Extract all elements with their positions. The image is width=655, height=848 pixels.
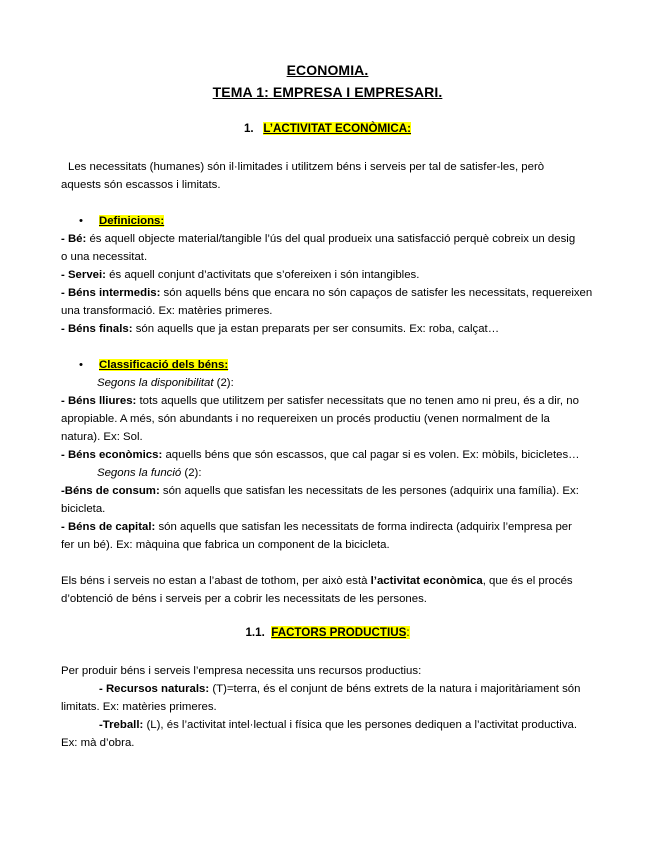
- sub1-count: (2):: [213, 377, 234, 389]
- classification-sub1: [97, 374, 637, 392]
- definitions-heading-text: Definicions:: [99, 215, 165, 227]
- def-intermedis-line2: una transformació. Ex: matèries primeres.: [61, 305, 273, 317]
- bullet-dot-icon: •: [79, 215, 83, 227]
- def-be-term: - Bé:: [61, 233, 87, 245]
- classification-heading-text: Classificació dels béns:: [99, 359, 229, 371]
- section11-heading: [0, 626, 655, 639]
- capital-line1: [61, 518, 601, 536]
- classification-sub2: [97, 464, 637, 482]
- consum-line1: [61, 482, 601, 500]
- def-intermedis-text: són aquells béns que encara no són capaços de satisfer les necessitats, requereixen: [160, 287, 593, 299]
- capital-line2: fer un bé). Ex: màquina que fabrica un component de la bicicleta.: [61, 539, 390, 551]
- bullet-dot-icon: •: [79, 359, 83, 371]
- treball-term: -Treball:: [99, 719, 144, 731]
- def-intermedis-term: - Béns intermedis:: [61, 287, 161, 299]
- def-intermedis-line1: [61, 284, 601, 302]
- classification-heading: [99, 356, 639, 374]
- def-servei-text: és aquell conjunt d’activitats que s’ofereixen i són intangibles.: [105, 269, 420, 281]
- sub2-label: Segons la funció: [97, 467, 182, 479]
- factors-intro: Per produir béns i serveis l’empresa necessita uns recursos productius:: [61, 665, 422, 677]
- activity-text-c: , que és el procés: [482, 575, 573, 587]
- def-be-text: és aquell objecte material/tangible l’ús del qual produeix una satisfacció perquè cobreix un desig: [86, 233, 576, 245]
- activity-text-a: Els béns i serveis no estan a l’abast de tothom, per això està: [61, 575, 371, 587]
- lliures-line1: [61, 392, 601, 410]
- intro-line-1: Les necessitats (humanes) són il·limitades i utilitzem béns i serveis per tal de satisfer-les, però: [68, 161, 545, 173]
- def-servei: [61, 266, 601, 284]
- activity-line2: d’obtenció de béns i serveis per a cobrir les necessitats de les persones.: [61, 593, 427, 605]
- section1-heading: [0, 122, 655, 135]
- doc-subtitle: TEMA 1: EMPRESA I EMPRESARI.: [212, 84, 443, 100]
- economics-term: - Béns econòmics:: [61, 449, 163, 461]
- treball-text1: (L), és l’activitat intel·lectual i física que les persones dediquen a l’activitat productiva.: [143, 719, 578, 731]
- section11-title: FACTORS PRODUCTIUS: [271, 626, 407, 639]
- lliures-term: - Béns lliures:: [61, 395, 137, 407]
- lliures-line3: natura). Ex: Sol.: [61, 431, 143, 443]
- naturals-line2: limitats. Ex: matèries primeres.: [61, 701, 217, 713]
- capital-term: - Béns de capital:: [61, 521, 156, 533]
- intro-line-2: aquests són escassos i limitats.: [61, 179, 221, 191]
- section1-title: L’ACTIVITAT ECONÒMICA:: [263, 122, 412, 135]
- def-finals-text: són aquells que ja estan preparats per ser consumits. Ex: roba, calçat…: [132, 323, 500, 335]
- def-servei-term: - Servei:: [61, 269, 106, 281]
- sub2-count: (2):: [181, 467, 202, 479]
- doc-title: ECONOMIA.: [286, 62, 369, 78]
- consum-term: -Béns de consum:: [61, 485, 160, 497]
- activity-line1: [61, 572, 601, 590]
- section1-number: 1.: [243, 122, 254, 135]
- naturals-text1: (T)=terra, és el conjunt de béns extrets de la natura i majoritàriament són: [212, 683, 581, 695]
- economics-line: [61, 446, 601, 464]
- def-finals: [61, 320, 601, 338]
- naturals-line1: [99, 680, 639, 698]
- treball-line1: [99, 716, 639, 734]
- def-finals-term: - Béns finals:: [61, 323, 133, 335]
- consum-line2: bicicleta.: [61, 503, 106, 515]
- section11-number: 1.1.: [245, 626, 265, 639]
- economics-text: aquells béns que són escassos, que cal pagar si es volen. Ex: mòbils, bicicletes…: [162, 449, 580, 461]
- def-be-line1: [61, 230, 601, 248]
- lliures-text1: tots aquells que utilitzem per satisfer necessitats que no tenen amo ni preu, és a dir, no: [136, 395, 579, 407]
- activity-term: l’activitat econòmica: [370, 575, 483, 587]
- sub1-label: Segons la disponibilitat: [97, 377, 214, 389]
- consum-text1: són aquells que satisfan les necessitats de les persones (adquirix una família). Ex:: [159, 485, 579, 497]
- lliures-line2: apropiable. A més, són abundants i no requereixen un procés productiu (venen normalment de la: [61, 413, 550, 425]
- definitions-heading: [99, 212, 639, 230]
- capital-text1: són aquells que satisfan les necessitats de forma indirecta (adquirix l’empresa per: [155, 521, 572, 533]
- treball-line2: Ex: mà d’obra.: [61, 737, 135, 749]
- naturals-term: - Recursos naturals:: [99, 683, 213, 695]
- section11-colon: :: [406, 626, 410, 639]
- def-be-line2: o una necessitat.: [61, 251, 148, 263]
